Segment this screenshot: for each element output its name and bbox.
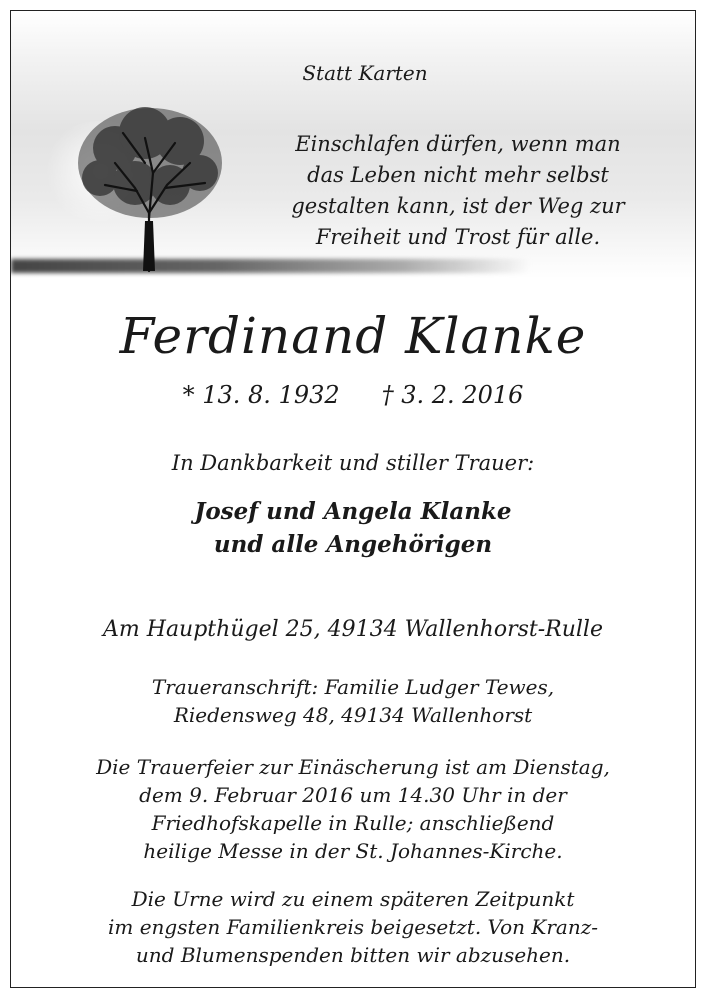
mourning-address-line: Riedensweg 48, 49134 Wallenhorst: [173, 703, 533, 727]
poem-line: Freiheit und Trost für alle.: [315, 225, 601, 249]
mourning-address: [11, 673, 695, 729]
poem-line: gestalten kann, ist der Weg zur: [291, 194, 625, 218]
poem: [273, 129, 643, 253]
deceased-name: Ferdinand Klanke: [119, 307, 587, 365]
poem-line: Einschlafen dürfen, wenn man: [295, 132, 621, 156]
home-address: Am Haupthügel 25, 49134 Wallenhorst-Rulle: [103, 617, 603, 642]
urn-line: Die Urne wird zu einem späteren Zeitpunkt: [131, 887, 575, 911]
ceremony-line: Die Trauerfeier zur Einäscherung ist am Dienstag,: [96, 755, 610, 779]
tree-icon: [75, 103, 225, 273]
death-date: † 3. 2. 2016: [381, 381, 524, 409]
mourning-line: In Dankbarkeit und stiller Trauer:: [171, 451, 535, 475]
urn-line: und Blumenspenden bitten wir abzusehen.: [135, 943, 571, 967]
ceremony-info: [11, 753, 695, 865]
obituary-card: [10, 10, 696, 988]
statt-karten-text: Statt Karten: [302, 61, 428, 85]
urn-line: im engsten Familienkreis beigesetzt. Von Kranz-: [107, 915, 599, 939]
mourning-address-line: Traueranschrift: Familie Ludger Tewes,: [151, 675, 555, 699]
ceremony-line: dem 9. Februar 2016 um 14.30 Uhr in der: [139, 783, 567, 807]
ceremony-line: heilige Messe in der St. Johannes-Kirche.: [143, 839, 563, 863]
family-line: Josef und Angela Klanke: [194, 498, 512, 525]
poem-line: das Leben nicht mehr selbst: [307, 163, 609, 187]
life-dates: [11, 381, 695, 409]
urn-info: [11, 885, 695, 969]
birth-date: * 13. 8. 1932: [182, 381, 340, 409]
ceremony-line: Friedhofskapelle in Rulle; anschließend: [151, 811, 555, 835]
family-names: [11, 495, 695, 561]
family-line: und alle Angehörigen: [213, 531, 493, 558]
